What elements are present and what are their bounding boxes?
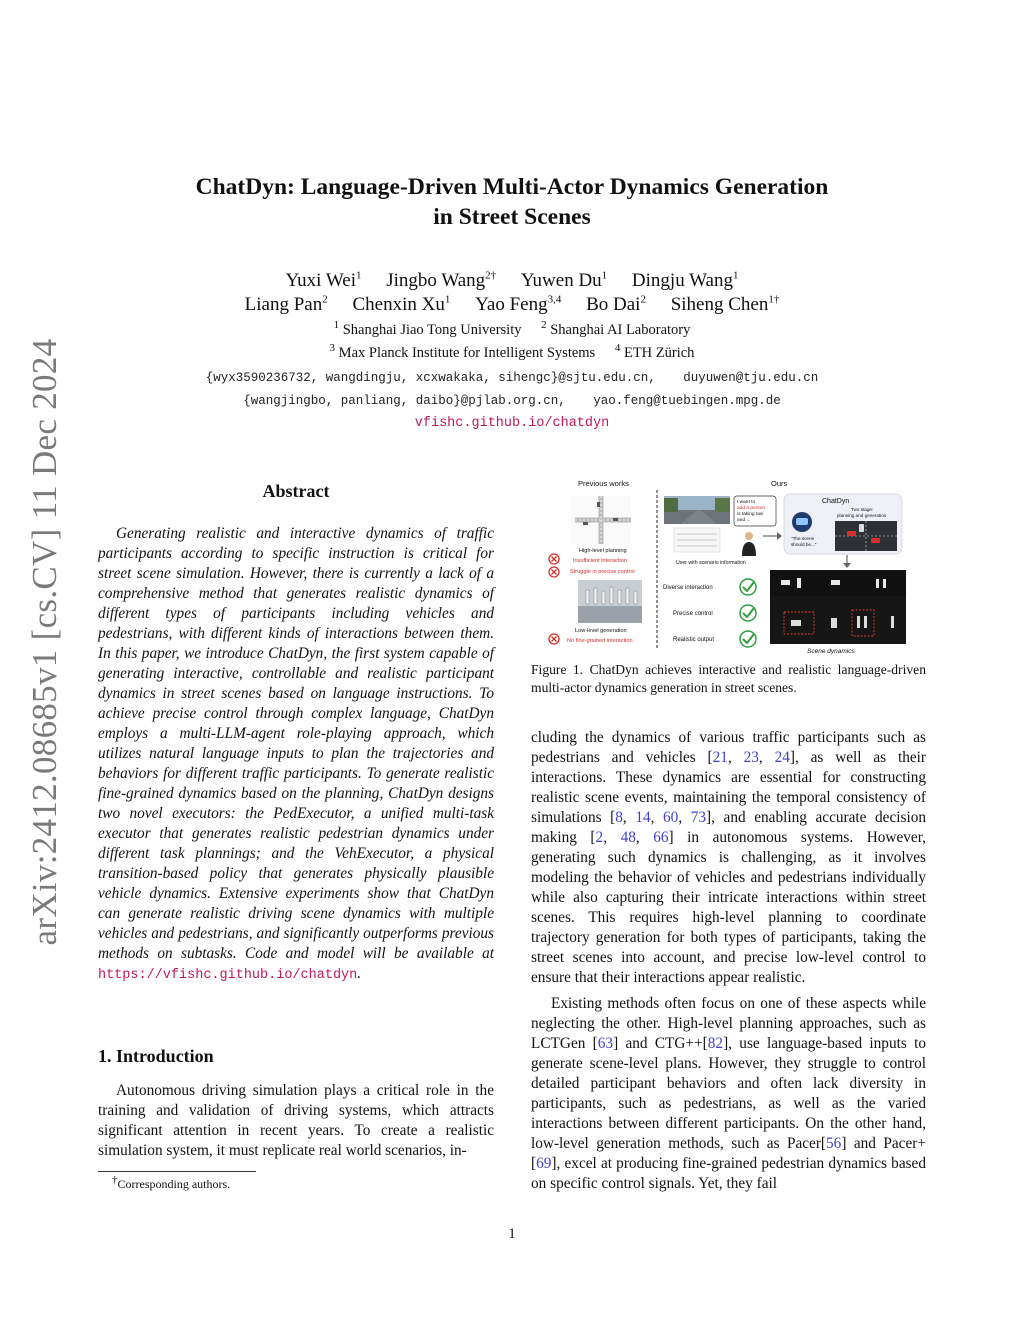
paragraph-2 <box>531 994 926 1194</box>
text-run: , <box>650 809 664 826</box>
emails-row-2 <box>100 394 924 408</box>
intersection-render <box>835 521 897 551</box>
author-name: Liang Pan <box>244 294 323 315</box>
author-affil-mark: 1 <box>601 269 608 282</box>
low-issue: No fine-grained interaction <box>567 638 633 644</box>
street-photo <box>664 496 730 524</box>
citation-link[interactable]: 66 <box>653 829 669 846</box>
user-icon <box>742 532 756 556</box>
citation-link[interactable]: 24 <box>774 749 790 766</box>
two-stage-line: planning and generation <box>837 513 887 518</box>
emails-row-1 <box>100 371 924 385</box>
robot-icon <box>792 512 812 532</box>
author-affil-mark: 1 <box>732 269 739 282</box>
speech-line: and ... <box>737 518 751 523</box>
paragraph-1 <box>531 728 926 988</box>
speech-line: is taking taxi <box>737 512 764 517</box>
author-name: Yao Feng <box>475 294 548 315</box>
paper-title <box>120 172 904 232</box>
affil-mark: 3 <box>329 342 336 355</box>
quote-line: "The scene <box>791 536 815 541</box>
quote-line: should be..." <box>791 542 817 547</box>
abstract-end: . <box>357 965 362 982</box>
scene-dynamics-render <box>770 570 906 644</box>
email-group: {wyx3590236732, wangdingju, xcxwakaka, sihengc}@sjtu.edu.cn, <box>205 371 656 385</box>
abstract-text: Generating realistic and interactive dynamics of traffic participants according to specific instruction is critical for street scene simulation. However, there is currently a lack of a comprehensive method that generates realistic dynamics of different types of participants including vehicles and pedestrians, with different kinds of interactions between them. In this paper, we introduce ChatDyn, the first system capable of generating interactive, controllable and realistic participant dynamics in street scenes based on language instructions. To achieve precise control through complex language, ChatDyn employs a multi-LLM-agent role-playing approach, which utilizes natural language inputs to plan the trajectories and behaviors for different traffic participants. To generate realistic fine-grained dynamics based on the planning, ChatDyn designs two novel executors: the PedExecutor, a unified multi-task executor that generates realistic pedestrian dynamics under different task plannings; and the VehExecutor, a physical transition-based policy that generates physically plausible vehicle dynamics. Extensive experiments show that ChatDyn can generate realistic driving scene dynamics with multiple vehicles and pedestrians, and significantly outperforms previous methods on subtasks. Code and model will be available at <box>98 525 494 962</box>
author-affil-mark: 2† <box>485 269 497 282</box>
author-affil-mark: 2 <box>640 293 646 306</box>
author-affil-mark: 1† <box>768 293 780 306</box>
email-group: yao.feng@tuebingen.mpg.de <box>593 394 781 408</box>
right-column-body <box>531 728 926 1200</box>
affil-mark: 4 <box>614 342 621 355</box>
user-speech-bubble <box>734 496 776 526</box>
high-level-text <box>570 548 635 575</box>
low-level-label: Low-level generation <box>575 628 627 634</box>
road-diagram <box>571 496 631 544</box>
author-name: Jingbo Wang <box>386 270 486 291</box>
footnote <box>112 1174 231 1192</box>
affiliation: Shanghai AI Laboratory <box>550 322 691 338</box>
citation-link[interactable]: 82 <box>707 1035 724 1052</box>
author-name: Yuwen Du <box>520 270 602 291</box>
author-affil-mark: 2 <box>322 293 328 306</box>
intro-heading: 1. Introduction <box>98 1046 214 1066</box>
affiliations-row-1 <box>100 319 924 339</box>
low-level-text <box>567 628 633 644</box>
abstract-code-link[interactable]: https://vfishc.github.io/chatdyn <box>98 968 358 983</box>
check-icon <box>740 579 756 595</box>
speech-line: add a person <box>737 506 766 511</box>
high-issue-2: Struggle in precise control <box>570 569 635 575</box>
authors-row-1 <box>100 270 924 292</box>
citation-link[interactable]: 73 <box>690 809 707 826</box>
text-run: , <box>727 749 744 766</box>
citation-link[interactable]: 69 <box>536 1155 552 1172</box>
author-name: Chenxin Xu <box>352 294 445 315</box>
scene-quote <box>791 536 817 547</box>
x-icon <box>549 634 559 644</box>
abstract-body <box>98 524 494 986</box>
citation-link[interactable]: 63 <box>597 1035 614 1052</box>
arxiv-stamp: arXiv:2412.08685v1 [cs.CV] 11 Dec 2024 <box>25 338 64 946</box>
email-group: duyuwen@tju.edu.cn <box>683 371 819 385</box>
citation-link[interactable]: 21 <box>712 749 728 766</box>
checks-list <box>663 585 714 643</box>
fig-left-title: Previous works <box>578 479 629 488</box>
high-issue-1: Insufficient interaction <box>573 558 628 564</box>
text-run: ], and enabling accurate decision making [ <box>531 809 926 846</box>
footnote-text: Corresponding authors. <box>117 1177 231 1191</box>
text-run: , <box>758 749 775 766</box>
figure-1 <box>531 476 926 658</box>
text-run: , <box>622 809 636 826</box>
abstract-heading: Abstract <box>262 481 330 501</box>
page-number: 1 <box>508 1226 516 1242</box>
text-run: ], use language-based inputs to generate scene-level plans. However, they struggle to control detailed participant behaviors and often lack diversity in participants, such as pedestrians, as well as the varied interactions between different participants. On the other hand, low-level generation methods, such as Pacer[ <box>531 1035 926 1152</box>
citation-link[interactable]: 14 <box>635 809 651 826</box>
author-name: Yuxi Wei <box>285 270 356 291</box>
citation-link[interactable]: 60 <box>663 809 679 826</box>
pedestrian-render <box>578 580 642 623</box>
text-run: , <box>603 829 621 846</box>
citation-link[interactable]: 2 <box>595 829 604 846</box>
affiliation: ETH Zürich <box>623 345 695 361</box>
affiliations-row-2 <box>100 342 924 362</box>
author-affil-mark: 3,4 <box>547 293 562 306</box>
map-sketch <box>674 528 720 552</box>
text-run: ] and Pacer+ [ <box>531 1135 926 1172</box>
check-label: Realistic output <box>673 637 715 643</box>
scene-label: Scene dynamics <box>807 648 855 655</box>
citation-link[interactable]: 56 <box>826 1135 842 1152</box>
user-label: User with scenario information <box>676 560 746 566</box>
footnote-rule <box>98 1171 256 1172</box>
footnote-mark: † <box>112 1174 118 1186</box>
check-icon <box>740 631 756 647</box>
author-name: Siheng Chen <box>670 294 769 315</box>
two-stage-line: Two stage: <box>851 507 874 512</box>
intro-body: Autonomous driving simulation plays a critical role in the training and validation of driving systems, which attracts significant attention in recent years. To create a realistic simulation system, it must replicate real world scenarios, in- <box>98 1082 494 1159</box>
title-line-2: in Street Scenes <box>433 204 591 230</box>
affiliation: Shanghai Jiao Tong University <box>342 322 522 338</box>
check-label: Precise control <box>673 611 713 617</box>
email-group: {wangjingbo, panliang, daibo}@pjlab.org.cn, <box>243 394 566 408</box>
x-icon <box>549 554 559 564</box>
citation-link[interactable]: 23 <box>743 749 759 766</box>
check-icon <box>740 605 756 621</box>
text-run: ] and CTG++[ <box>613 1035 708 1052</box>
speech-line: I want to <box>737 500 756 505</box>
text-run: cluding the dynamics of various traffic participants such as pedestrians and vehicles [ <box>531 729 926 766</box>
citation-link[interactable]: 8 <box>615 809 623 826</box>
fig-right-title: Ours <box>771 479 788 488</box>
author-affil-mark: 1 <box>355 269 362 282</box>
text-run: , <box>678 809 691 826</box>
affil-mark: 2 <box>541 319 547 332</box>
text-run: ], excel at producing fine-grained pedestrian dynamics based on specific control signals. Yet, they fail <box>531 1155 926 1192</box>
project-site-link[interactable]: vfishc.github.io/chatdyn <box>414 416 610 431</box>
text-run: ] in autonomous systems. However, generating such dynamics is challenging, as it involves modeling the behavior of vehicles and pedestrians individually while also capturing their intricate interactions within street scenes. This requires high-level planning to coordinate trajectory generation for both types of participants, taking the street scenes into account, and precise low-level control to ensure that their interactions appear realistic. <box>531 829 927 986</box>
text-run: , <box>635 829 654 846</box>
citation-link[interactable]: 48 <box>620 829 636 846</box>
check-label: Diverse interaction <box>663 585 713 591</box>
text-run: ], as well as their interactions. These dynamics are essential for constructing realistic scene events, maintaining the temporal consistency of simulations [ <box>531 749 926 826</box>
down-arrow-icon <box>843 555 851 568</box>
x-icon <box>549 567 559 577</box>
authors-row-2 <box>100 294 924 316</box>
figure-caption: Figure 1. ChatDyn achieves interactive and realistic language-driven multi-actor dynamics generation in street scenes. <box>531 662 926 695</box>
author-name: Bo Dai <box>586 294 641 315</box>
chatdyn-label: ChatDyn <box>822 498 850 505</box>
author-affil-mark: 1 <box>444 293 451 306</box>
author-name: Dingju Wang <box>631 270 733 291</box>
arrow-icon <box>763 532 782 540</box>
high-level-label: High-level planning <box>579 548 627 554</box>
affil-mark: 1 <box>333 319 340 332</box>
title-line-1: ChatDyn: Language-Driven Multi-Actor Dynamics Generation <box>195 174 829 200</box>
text-run: Existing methods often focus on one of these aspects while neglecting the other. High-level planning approaches, such as LCTGen [ <box>531 995 926 1052</box>
affiliation: Max Planck Institute for Intelligent Systems <box>338 345 596 361</box>
